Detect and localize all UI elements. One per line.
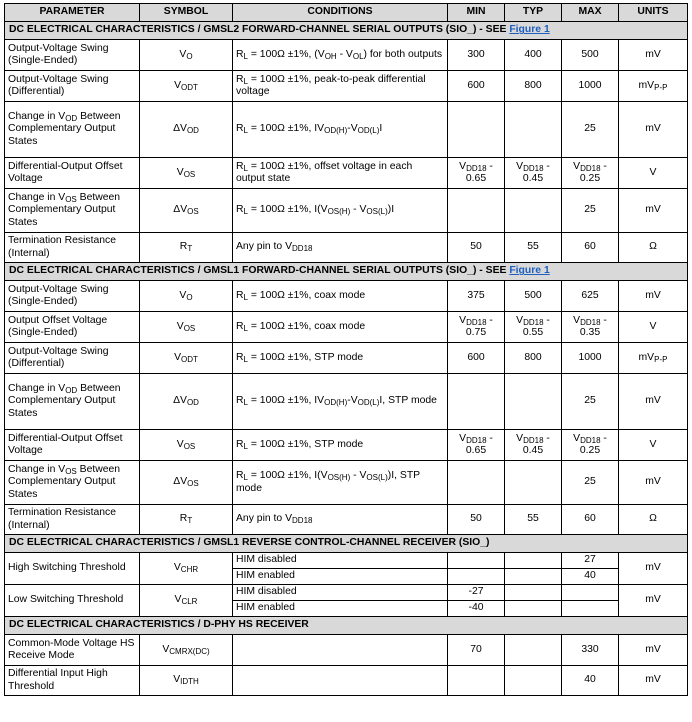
max-cell: 25 xyxy=(562,102,619,158)
header-units: UNITS xyxy=(619,4,688,22)
units-cell: mV xyxy=(619,40,688,71)
header-conditions: CONDITIONS xyxy=(233,4,448,22)
symbol-cell: $R_T$ xyxy=(140,233,233,263)
conditions-cell: $R_L = 100\Omega \pm 1\%$, STP mode xyxy=(233,430,448,461)
min-cell xyxy=(448,569,505,585)
max-cell: 40 xyxy=(562,569,619,585)
table-row xyxy=(5,189,688,233)
max-cell: $V_{DD18} - 0.25$ xyxy=(562,158,619,189)
units-cell: $mV_{P-P}$ xyxy=(619,71,688,102)
symbol-cell: $V_{ODT}$ xyxy=(140,343,233,374)
parameter-cell: Change in $V_{OD}$ Between Complementary Output States xyxy=(5,102,140,158)
typ-cell: $V_{DD18} - 0.45$ xyxy=(505,430,562,461)
table-header-row xyxy=(5,4,688,22)
section-title: DC ELECTRICAL CHARACTERISTICS / GMSL1 FORWARD-CHANNEL SERIAL OUTPUTS (SIO_) - SEE xyxy=(9,265,510,277)
parameter-cell: Output-Voltage Swing (Single-Ended) xyxy=(5,281,140,312)
conditions-cell xyxy=(233,666,448,696)
table-row xyxy=(5,585,688,601)
max-cell: 625 xyxy=(562,281,619,312)
symbol-cell: $V_{CMRX(DC)}$ xyxy=(140,635,233,666)
min-cell xyxy=(448,553,505,569)
symbol-cell: $R_T$ xyxy=(140,505,233,535)
table-row xyxy=(5,233,688,263)
figure-1-link[interactable]: Figure 1 xyxy=(509,24,550,36)
max-cell: 25 xyxy=(562,189,619,233)
parameter-cell: Output-Voltage Swing (Differential) xyxy=(5,343,140,374)
min-cell xyxy=(448,102,505,158)
conditions-cell: $R_L = 100\Omega \pm 1\%$, $IV_{OD(H)}-V_{OD(L)}I$, STP mode xyxy=(233,374,448,430)
min-cell: $V_{DD18} - 0.65$ xyxy=(448,158,505,189)
max-cell: 1000 xyxy=(562,343,619,374)
parameter-cell: Differential-Output Offset Voltage xyxy=(5,158,140,189)
conditions-cell: Any pin to $V_{DD18}$ xyxy=(233,505,448,535)
parameter-cell: Differential Input High Threshold xyxy=(5,666,140,696)
header-max: MAX xyxy=(562,4,619,22)
table-row xyxy=(5,102,688,158)
section-title: DC ELECTRICAL CHARACTERISTICS / GMSL1 REVERSE CONTROL-CHANNEL RECEIVER (SIO_) xyxy=(5,535,688,553)
parameter-cell: Output-Voltage Swing (Differential) xyxy=(5,71,140,102)
max-cell: 60 xyxy=(562,505,619,535)
units-cell: mV xyxy=(619,585,688,617)
typ-cell: $V_{DD18} - 0.55$ xyxy=(505,312,562,343)
parameter-cell: Change in $V_{OD}$ Between Complementary Output States xyxy=(5,374,140,430)
typ-cell: 800 xyxy=(505,71,562,102)
conditions-cell: $R_L = 100\Omega \pm 1\%$, coax mode xyxy=(233,312,448,343)
electrical-characteristics-table xyxy=(4,3,688,696)
units-cell: $mV_{P-P}$ xyxy=(619,343,688,374)
min-cell: 70 xyxy=(448,635,505,666)
min-cell: 300 xyxy=(448,40,505,71)
symbol-cell: $V_{IDTH}$ xyxy=(140,666,233,696)
units-cell: mV xyxy=(619,189,688,233)
section-header-gmsl1-forward xyxy=(5,263,688,281)
units-cell: Ω xyxy=(619,505,688,535)
typ-cell: 400 xyxy=(505,40,562,71)
symbol-cell: $V_{OS}$ xyxy=(140,312,233,343)
conditions-cell: HIM disabled xyxy=(233,585,448,601)
parameter-cell: Termination Resistance (Internal) xyxy=(5,233,140,263)
min-cell: -27 xyxy=(448,585,505,601)
typ-cell xyxy=(505,666,562,696)
table-row xyxy=(5,312,688,343)
typ-cell xyxy=(505,189,562,233)
units-cell: Ω xyxy=(619,233,688,263)
symbol-cell: $V_O$ xyxy=(140,281,233,312)
max-cell: $V_{DD18} - 0.35$ xyxy=(562,312,619,343)
min-cell: 50 xyxy=(448,233,505,263)
typ-cell xyxy=(505,461,562,505)
header-symbol: SYMBOL xyxy=(140,4,233,22)
section-title: DC ELECTRICAL CHARACTERISTICS / D-PHY HS RECEIVER xyxy=(5,617,688,635)
min-cell: 600 xyxy=(448,343,505,374)
conditions-cell: $R_L = 100\Omega \pm 1\%$, STP mode xyxy=(233,343,448,374)
typ-cell xyxy=(505,585,562,601)
section-header-gmsl1-reverse xyxy=(5,535,688,553)
symbol-cell: $\Delta V_{OS}$ xyxy=(140,189,233,233)
max-cell: 1000 xyxy=(562,71,619,102)
conditions-cell: $R_L = 100\Omega \pm 1\%$, $IV_{OD(H)}-V_{OD(L)}I$ xyxy=(233,102,448,158)
typ-cell: 800 xyxy=(505,343,562,374)
conditions-cell: HIM disabled xyxy=(233,553,448,569)
table-row xyxy=(5,71,688,102)
units-cell: mV xyxy=(619,102,688,158)
table-row xyxy=(5,635,688,666)
symbol-cell: $V_{OS}$ xyxy=(140,430,233,461)
typ-cell xyxy=(505,601,562,617)
units-cell: mV xyxy=(619,553,688,585)
units-cell: V xyxy=(619,430,688,461)
table-row xyxy=(5,374,688,430)
max-cell xyxy=(562,585,619,601)
units-cell: V xyxy=(619,158,688,189)
typ-cell xyxy=(505,569,562,585)
parameter-cell: Output Offset Voltage (Single-Ended) xyxy=(5,312,140,343)
symbol-cell: $\Delta V_{OD}$ xyxy=(140,102,233,158)
conditions-cell: $R_L = 100\Omega \pm 1\%$, $(V_{OH} - V_{OL})$ for both outputs xyxy=(233,40,448,71)
max-cell: 25 xyxy=(562,461,619,505)
symbol-cell: $\Delta V_{OS}$ xyxy=(140,461,233,505)
units-cell: mV xyxy=(619,666,688,696)
units-cell: V xyxy=(619,312,688,343)
table-row xyxy=(5,343,688,374)
min-cell: 600 xyxy=(448,71,505,102)
symbol-cell: $V_{OS}$ xyxy=(140,158,233,189)
section-header-dphy xyxy=(5,617,688,635)
typ-cell xyxy=(505,102,562,158)
min-cell xyxy=(448,374,505,430)
conditions-cell: HIM enabled xyxy=(233,569,448,585)
units-cell: mV xyxy=(619,461,688,505)
figure-1-link[interactable]: Figure 1 xyxy=(509,265,550,277)
typ-cell xyxy=(505,635,562,666)
conditions-cell: $R_L = 100\Omega \pm 1\%$, offset voltage in each output state xyxy=(233,158,448,189)
max-cell: 500 xyxy=(562,40,619,71)
section-title: DC ELECTRICAL CHARACTERISTICS / GMSL2 FORWARD-CHANNEL SERIAL OUTPUTS (SIO_) - SEE xyxy=(9,24,510,36)
units-cell: mV xyxy=(619,374,688,430)
header-typ: TYP xyxy=(505,4,562,22)
typ-cell xyxy=(505,553,562,569)
typ-cell: $V_{DD18} - 0.45$ xyxy=(505,158,562,189)
typ-cell: 500 xyxy=(505,281,562,312)
conditions-cell: $R_L = 100\Omega \pm 1\%$, $I(V_{OS(H)} - V_{OS(L)})I$, STP mode xyxy=(233,461,448,505)
conditions-cell: $R_L = 100\Omega \pm 1\%$, peak-to-peak differential voltage xyxy=(233,71,448,102)
parameter-cell: Differential-Output Offset Voltage xyxy=(5,430,140,461)
table-row xyxy=(5,158,688,189)
symbol-cell: $\Delta V_{OD}$ xyxy=(140,374,233,430)
max-cell: $V_{DD18} - 0.25$ xyxy=(562,430,619,461)
typ-cell: 55 xyxy=(505,233,562,263)
parameter-cell: Output-Voltage Swing (Single-Ended) xyxy=(5,40,140,71)
table-row xyxy=(5,40,688,71)
table-row xyxy=(5,553,688,569)
symbol-cell: $V_{CLR}$ xyxy=(140,585,233,617)
min-cell: 375 xyxy=(448,281,505,312)
max-cell: 330 xyxy=(562,635,619,666)
min-cell: $V_{DD18} - 0.65$ xyxy=(448,430,505,461)
parameter-cell: Low Switching Threshold xyxy=(5,585,140,617)
conditions-cell: $R_L = 100\Omega \pm 1\%$, $I(V_{OS(H)} - V_{OS(L)})I$ xyxy=(233,189,448,233)
parameter-cell: Change in $V_{OS}$ Between Complementary Output States xyxy=(5,461,140,505)
min-cell: $V_{DD18} - 0.75$ xyxy=(448,312,505,343)
typ-cell xyxy=(505,374,562,430)
max-cell: 60 xyxy=(562,233,619,263)
min-cell: -40 xyxy=(448,601,505,617)
parameter-cell: High Switching Threshold xyxy=(5,553,140,585)
units-cell: mV xyxy=(619,281,688,312)
symbol-cell: $V_{ODT}$ xyxy=(140,71,233,102)
max-cell: 25 xyxy=(562,374,619,430)
symbol-cell: $V_{CHR}$ xyxy=(140,553,233,585)
typ-cell: 55 xyxy=(505,505,562,535)
min-cell: 50 xyxy=(448,505,505,535)
min-cell xyxy=(448,461,505,505)
section-header-gmsl2-forward xyxy=(5,22,688,40)
max-cell xyxy=(562,601,619,617)
min-cell xyxy=(448,666,505,696)
parameter-cell: Common-Mode Voltage HS Receive Mode xyxy=(5,635,140,666)
conditions-cell xyxy=(233,635,448,666)
max-cell: 40 xyxy=(562,666,619,696)
min-cell xyxy=(448,189,505,233)
table-row xyxy=(5,666,688,696)
conditions-cell: $R_L = 100\Omega \pm 1\%$, coax mode xyxy=(233,281,448,312)
units-cell: mV xyxy=(619,635,688,666)
max-cell: 27 xyxy=(562,553,619,569)
conditions-cell: Any pin to $V_{DD18}$ xyxy=(233,233,448,263)
symbol-cell: $V_O$ xyxy=(140,40,233,71)
parameter-cell: Change in $V_{OS}$ Between Complementary Output States xyxy=(5,189,140,233)
table-row xyxy=(5,430,688,461)
table-row xyxy=(5,461,688,505)
table-row xyxy=(5,281,688,312)
parameter-cell: Termination Resistance (Internal) xyxy=(5,505,140,535)
header-parameter: PARAMETER xyxy=(5,4,140,22)
table-row xyxy=(5,505,688,535)
conditions-cell: HIM enabled xyxy=(233,601,448,617)
header-min: MIN xyxy=(448,4,505,22)
